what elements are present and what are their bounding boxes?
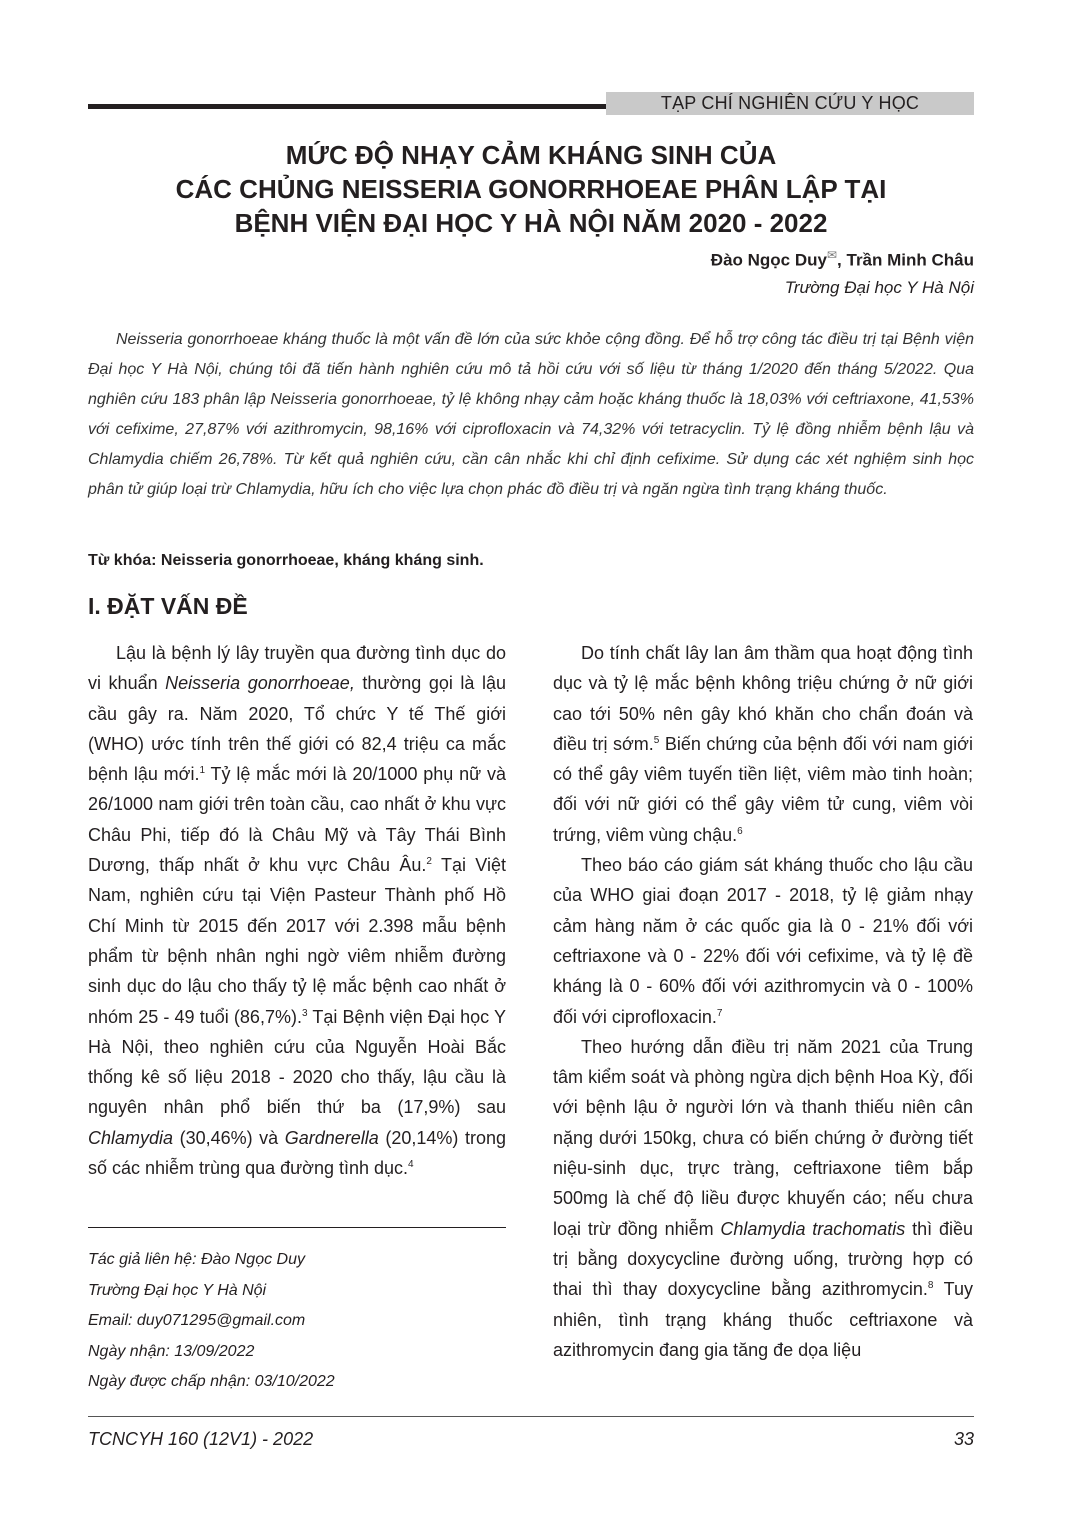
footnote-email: Email: duy071295@gmail.com [88, 1312, 306, 1329]
italic-run: Chlamydia trachomatis [720, 1218, 906, 1239]
affiliation: Trường Đại học Y Hà Nội [784, 278, 974, 297]
reference-mark: 4 [408, 1159, 414, 1171]
text-run: Biến chứng của bệnh đối với nam giới có thể gây viêm tuyến tiền liệt, viêm mào tinh hoàn; đối với nữ giới có thể gây viêm tử cung, viêm vòi trứng, viêm vùng chậu. [553, 733, 973, 845]
reference-mark: 6 [737, 825, 743, 837]
title-line-2: CÁC CHỦNG NEISSERIA GONORRHOEAE PHÂN LẬP TẠI [175, 174, 887, 204]
right-paragraph-3 [553, 1032, 973, 1365]
reference-mark: 7 [716, 1007, 723, 1019]
footnote-contact: Tác giả liên hệ: Đào Ngọc Duy [88, 1251, 305, 1268]
mail-icon: ✉ [826, 248, 838, 262]
text-run: Do tính chất lây lan âm thầm qua hoạt động tình dục và tỷ lệ mắc bệnh không triệu chứng ở nữ giới cao tới 50% nên gây khó khăn cho chẩn đoán và điều trị sớm. [553, 643, 973, 754]
right-paragraph-1 [553, 638, 973, 850]
reference-mark: 1 [199, 765, 206, 777]
article-title [88, 138, 974, 240]
text-run: (20,14%) trong số các nhiễm trùng qua đường tình dục. [88, 1127, 506, 1179]
journal-citation: TCNCYH 160 (12V1) - 2022 [88, 1429, 314, 1449]
text-run: Theo hướng dẫn điều trị năm 2021 của Trung tâm kiểm soát và phòng ngừa dịch bệnh Hoa Kỳ, đối với bệnh lậu ở người lớn và thanh thiếu niên cân nặng dưới 150kg, chưa có biến chứng ở đường tiết niệu-sinh dục, trực tràng, ceftriaxone tiêm bắp 500mg là chế độ liều được khuyến cáo; nếu chưa loại trừ đồng nhiễm [553, 1036, 973, 1239]
keywords: Từ khóa: Neisseria gonorrhoeae, kháng kháng sinh. [88, 552, 484, 569]
footnote-divider [88, 1227, 506, 1228]
footer-divider [88, 1416, 974, 1417]
italic-run: Neisseria gonorrhoeae, [165, 673, 355, 694]
right-column [553, 638, 973, 1365]
text-run: Tuy nhiên, tình trạng kháng thuốc ceftriaxone và azithromycin đang gia tăng đe dọa liệu [553, 1279, 973, 1360]
reference-mark: 5 [653, 734, 660, 746]
text-run: (30,46%) và [173, 1127, 285, 1148]
text-run: Tỷ lệ mắc mới là 20/1000 phụ nữ và 26/1000 nam giới trên toàn cầu, cao nhất ở khu vực Châu Phi, tiếp đó là Châu Mỹ và Tây Thái Bình Dương, thấp nhất ở khu vực Châu Âu. [88, 764, 506, 876]
journal-name: TẠP CHÍ NGHIÊN CỨU Y HỌC [606, 92, 974, 115]
footnotes [88, 1245, 506, 1398]
footnote-received: Ngày nhận: 13/09/2022 [88, 1342, 255, 1360]
footnote-accepted: Ngày được chấp nhận: 03/10/2022 [88, 1373, 335, 1390]
text-run: Tại Việt Nam, nghiên cứu tại Viện Pasteur Thành phố Hồ Chí Minh từ 2015 đến 2017 với 2.398 mẫu bệnh phẩm từ bệnh nhân nghi ngờ viêm nhiễm đường sinh dục do lậu cho thấy tỷ lệ mắc bệnh cao nhất ở nhóm 25 - 49 tuổi (86,7%). [88, 855, 507, 1027]
author-2: , Trần Minh Châu [837, 250, 974, 270]
italic-run: Chlamydia [88, 1127, 174, 1148]
reference-mark: 2 [426, 856, 432, 868]
title-line-3: BỆNH VIỆN ĐẠI HỌC Y HÀ NỘI NĂM 2020 - 2022 [234, 208, 828, 238]
italic-run: Gardnerella [284, 1127, 379, 1148]
text-run: Theo báo cáo giám sát kháng thuốc cho lậu cầu của WHO giai đoạn 2017 - 2018, tỷ lệ giảm nhạy cảm hàng năm ở các quốc gia là 0 - 21% đối với ceftriaxone và 0 - 22% đối với cefixime, và tỷ lệ đề kháng là 0 - 60% đối với azithromycin và 0 - 100% đối với ciprofloxacin. [553, 855, 973, 1027]
left-paragraph-1 [88, 638, 506, 1183]
reference-mark: 3 [301, 1007, 308, 1019]
authors [711, 248, 974, 271]
header-rule [88, 104, 608, 109]
reference-mark: 8 [927, 1280, 934, 1292]
footnote-institution: Trường Đại học Y Hà Nội [88, 1281, 267, 1299]
text-run: thường gọi là lậu cầu gây ra. Năm 2020, Tổ chức Y tế Thế giới (WHO) ước tính trên thế giới có 82,4 triệu ca mắc bệnh lậu mới. [88, 673, 506, 785]
section-heading: I. ĐẶT VẤN ĐỀ [88, 593, 248, 619]
right-paragraph-2 [553, 850, 973, 1032]
author-1: Đào Ngọc Duy [710, 250, 827, 270]
text-run: Lậu là bệnh lý lây truyền qua đường tình dục do vi khuẩn [88, 643, 506, 694]
left-column [88, 638, 506, 1183]
page-number: 33 [953, 1429, 974, 1449]
abstract: Neisseria gonorrhoeae kháng thuốc là một vấn đề lớn của sức khỏe cộng đồng. Để hỗ trợ công tác điều trị tại Bệnh viện Đại học Y Hà Nội, chúng tôi đã tiến hành nghiên cứu mô tả hồi cứu với số liệu từ tháng 1/2020 đến tháng 5/2022. Qua nghiên cứu 183 phân lập Neisseria gonorrhoeae, tỷ lệ không nhạy cảm hoặc kháng thuốc là 18,03% với ceftriaxone, 41,53% với cefixime, 27,87% với azithromycin, 98,16% với ciprofloxacin và 74,32% với tetracyclin. Tỷ lệ đồng nhiễm bệnh lậu và Chlamydia chiếm 26,78%. Từ kết quả nghiên cứu, cần cân nhắc khi chỉ định cefixime. Sử dụng các xét nghiệm sinh học phân tử giúp loại trừ Chlamydia, hữu ích cho việc lựa chọn phác đồ điều trị và ngăn ngừa tình trạng kháng thuốc. [88, 331, 974, 498]
title-line-1: MỨC ĐỘ NHẠY CẢM KHÁNG SINH CỦA [285, 140, 777, 170]
text-run: thì điều trị bằng doxycycline đường uống, trường hợp có thai thì thay doxycycline bằng azithromycin. [553, 1218, 973, 1300]
text-run: Tại Bệnh viện Đại học Y Hà Nội, theo nghiên cứu của Nguyễn Hoài Bắc thống kê số liệu 2018 - 2020 cho thấy, lậu cầu là nguyên nhân phổ biến thứ ba (17,9%) sau [88, 1006, 506, 1118]
